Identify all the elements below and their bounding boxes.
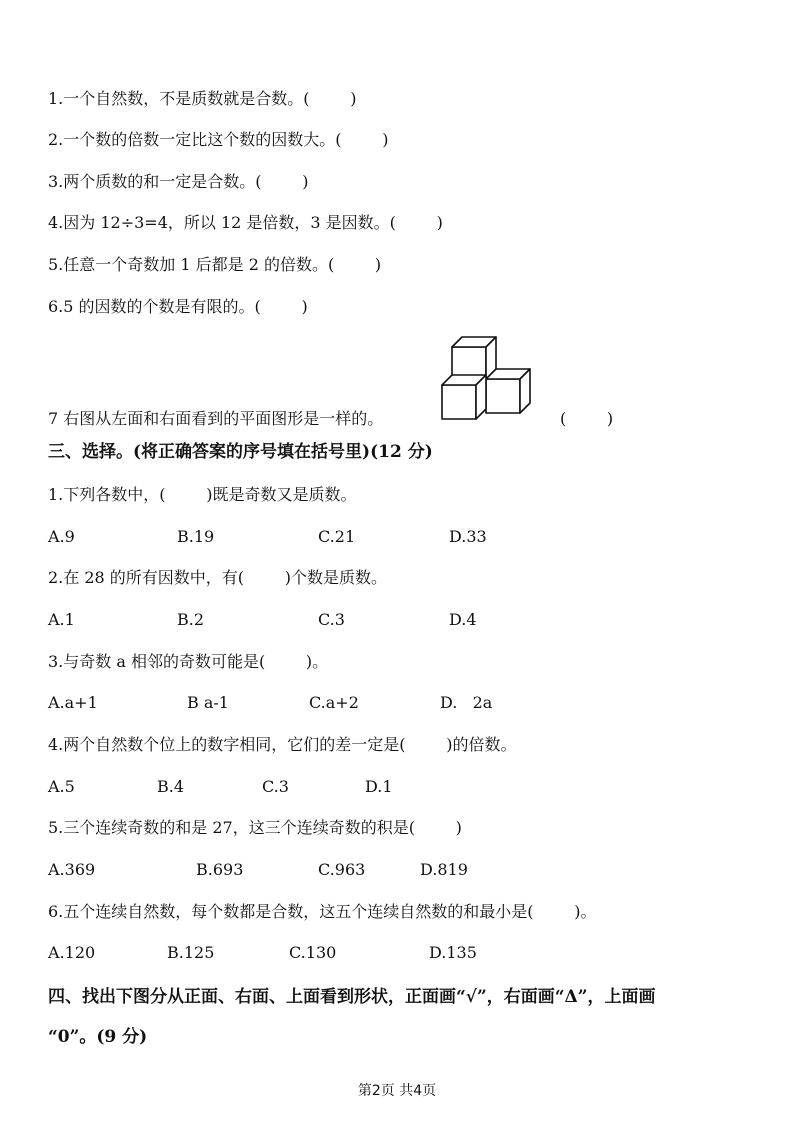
choice-question-5: 5.三个连续奇数的和是 27，这三个连续奇数的积是( ) (48, 818, 462, 837)
choice-question-3: 3.与奇数 a 相邻的奇数可能是( )。 (48, 652, 329, 671)
choice-6-option-a: A.120 (48, 943, 96, 962)
choice-2-option-c: C.3 (318, 610, 345, 629)
choice-1-option-d: D.33 (449, 527, 487, 546)
judgment-item-6: 6.5 的因数的个数是有限的。( ) (48, 297, 308, 316)
judgment-item-3: 3.两个质数的和一定是合数。( ) (48, 172, 309, 191)
judgment-item-4: 4.因为 12÷3=4，所以 12 是倍数，3 是因数。( ) (48, 213, 443, 232)
section-3-title: 三、选择。(将正确答案的序号填在括号里)(12 分) (48, 442, 433, 462)
section-4-title-line-1: 四、找出下图分从正面、右面、上面看到形状，正面画“√”，右面画“Δ”，上面画 (48, 987, 656, 1007)
judgment-item-7-answer: ( ) (560, 409, 614, 428)
choice-5-option-d: D.819 (420, 860, 468, 879)
judgment-item-1: 1.一个自然数，不是质数就是合数。( ) (48, 89, 357, 108)
choice-6-option-c: C.130 (289, 943, 337, 962)
choice-3-option-d: D. 2a (440, 693, 493, 712)
choice-6-option-d: D.135 (429, 943, 477, 962)
cube-figure (440, 333, 532, 421)
choice-question-6: 6.五个连续自然数，每个数都是合数，这五个连续自然数的和最小是( )。 (48, 902, 597, 921)
choice-2-option-b: B.2 (177, 610, 205, 629)
choice-question-4: 4.两个自然数个位上的数字相同，它们的差一定是( )的倍数。 (48, 735, 517, 754)
choice-3-option-a: A.a+1 (48, 693, 98, 712)
choice-4-option-b: B.4 (157, 777, 185, 796)
choice-1-option-c: C.21 (318, 527, 356, 546)
section-4-title-line-2: “0”。(9 分) (48, 1027, 148, 1047)
choice-4-option-c: C.3 (262, 777, 289, 796)
choice-4-option-d: D.1 (365, 777, 393, 796)
choice-5-option-a: A.369 (48, 860, 96, 879)
choice-1-option-b: B.19 (177, 527, 215, 546)
choice-question-1: 1.下列各数中，( )既是奇数又是质数。 (48, 485, 357, 504)
judgment-item-5: 5.任意一个奇数加 1 后都是 2 的倍数。( ) (48, 255, 382, 274)
judgment-item-7: 7 右图从左面和右面看到的平面图形是一样的。 (48, 409, 384, 428)
choice-6-option-b: B.125 (167, 943, 215, 962)
choice-3-option-c: C.a+2 (309, 693, 359, 712)
page-footer: 第2页 共4页 (357, 1083, 437, 1099)
choice-3-option-b: B a-1 (187, 693, 229, 712)
choice-2-option-a: A.1 (48, 610, 75, 629)
choice-5-option-b: B.693 (196, 860, 244, 879)
judgment-item-2: 2.一个数的倍数一定比这个数的因数大。( ) (48, 130, 389, 149)
choice-question-2: 2.在 28 的所有因数中，有( )个数是质数。 (48, 568, 387, 587)
choice-4-option-a: A.5 (48, 777, 75, 796)
choice-2-option-d: D.4 (449, 610, 477, 629)
choice-1-option-a: A.9 (48, 527, 75, 546)
choice-5-option-c: C.963 (318, 860, 366, 879)
